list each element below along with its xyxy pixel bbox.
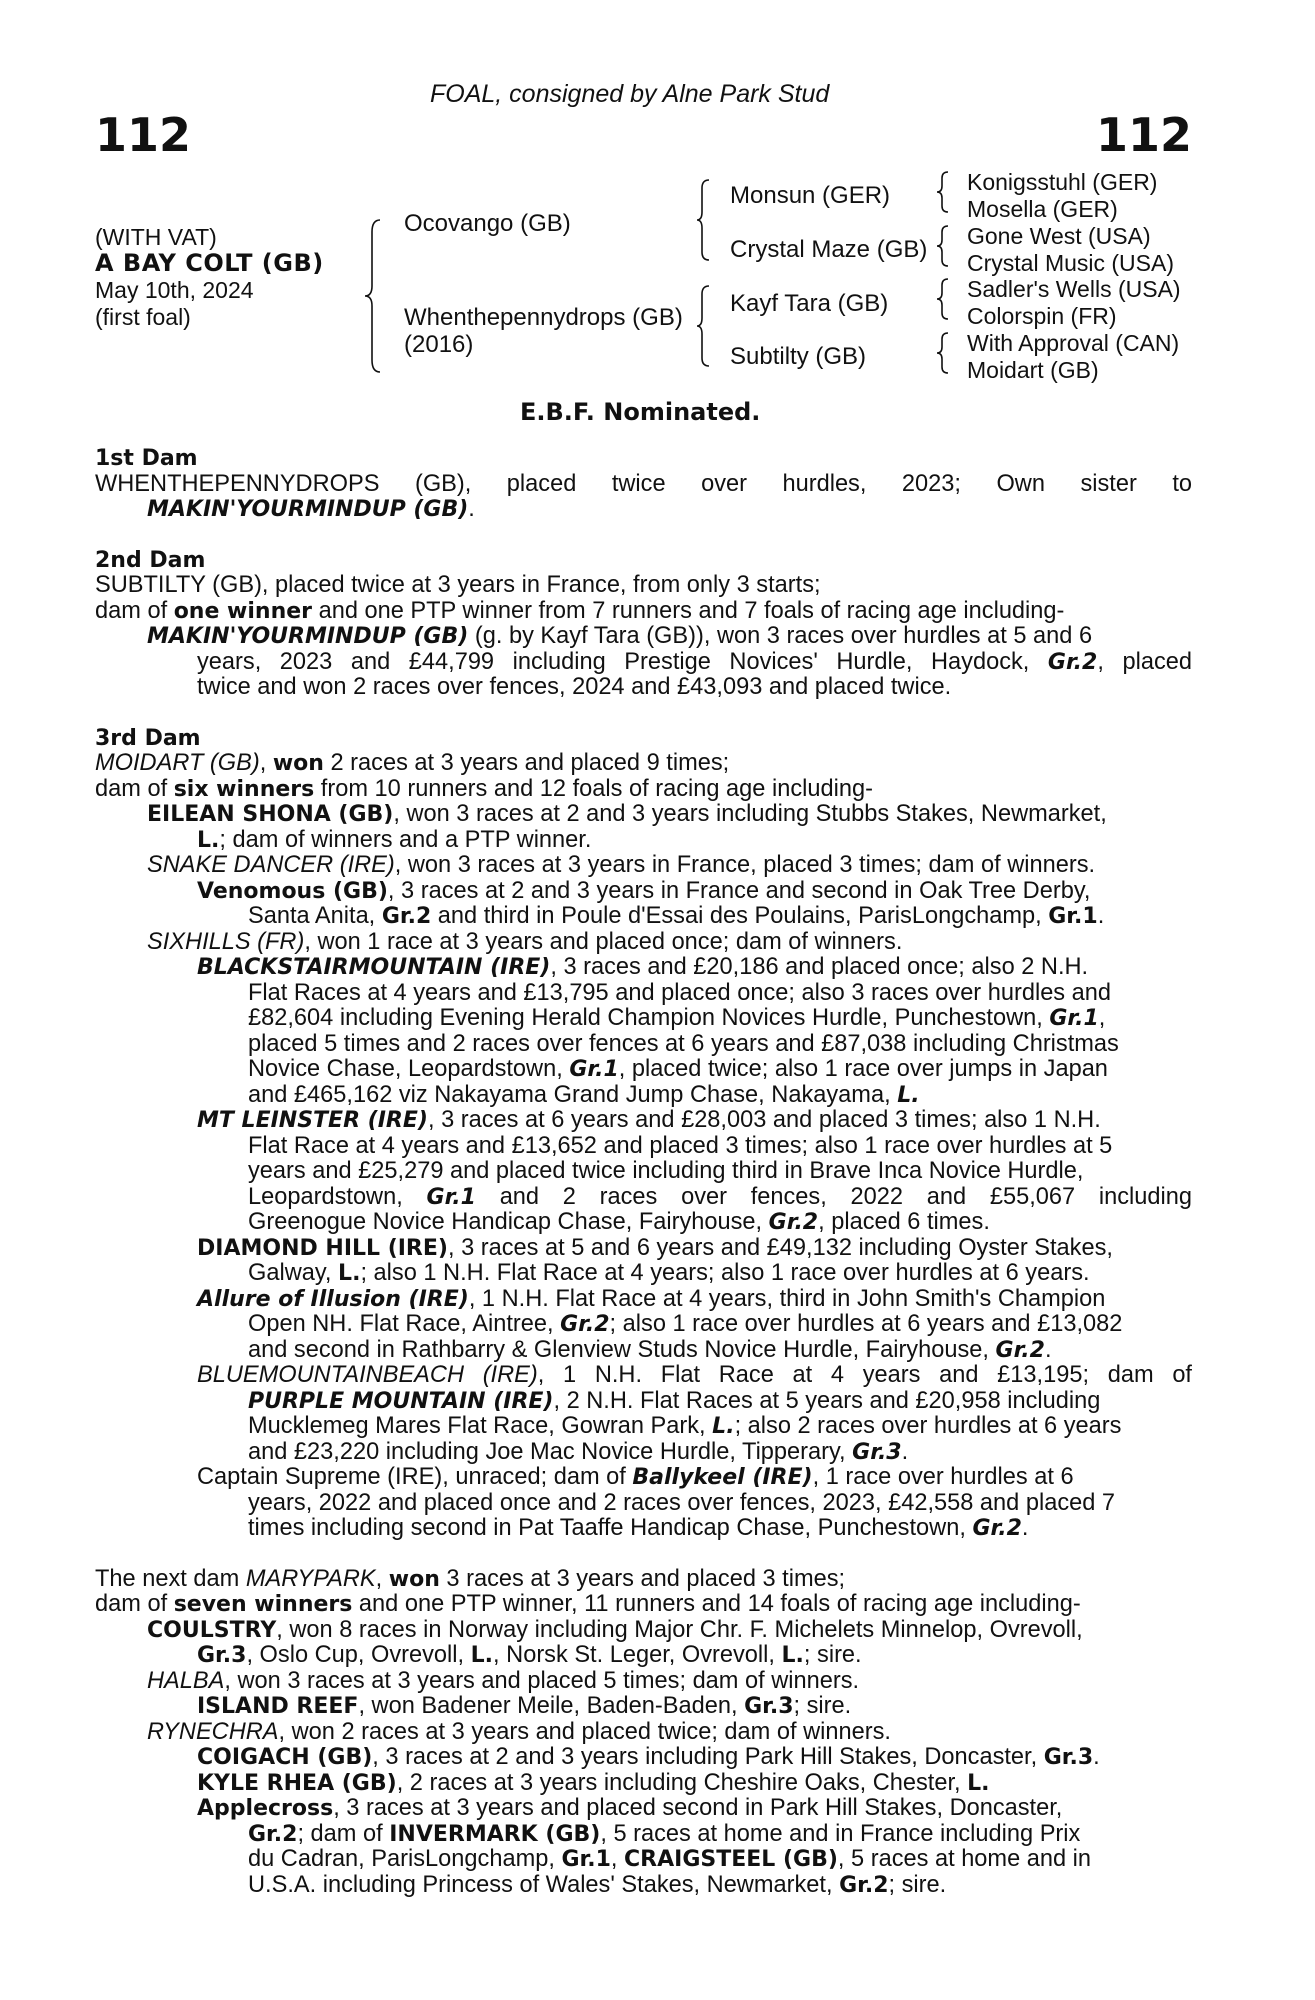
- dam3-line-11: £82,604 including Evening Herald Champion Novices Hurdle, Punchestown, Gr.1,: [248, 1005, 1106, 1031]
- pedigree-dam-sire: Kayf Tara (GB): [730, 290, 889, 317]
- dam3-line-24: and second in Rathbarry & Glenview Studs Novice Hurdle, Fairyhouse, Gr.2.: [248, 1336, 1052, 1363]
- dam3-line-28: and £23,220 including Joe Mac Novice Hurdle, Tipperary, Gr.3.: [248, 1438, 909, 1465]
- dam3-line-6: Venomous (GB), 3 races at 2 and 3 years in France and second in Oak Tree Derby,: [197, 877, 1091, 904]
- pedigree-gen3-4: Crystal Music (USA): [967, 250, 1175, 276]
- pedigree-bracket-gen3-2: [936, 224, 952, 268]
- foal-note: (first foal): [95, 304, 191, 330]
- pedigree-gen3-1: Konigsstuhl (GER): [967, 169, 1158, 195]
- next-dam-line-1: The next dam MARYPARK, won 3 races at 3 years and placed 3 times;: [95, 1565, 846, 1592]
- dam3-line-1: MOIDART (GB), won 2 races at 3 years and placed 9 times;: [95, 750, 730, 776]
- dam3-line-10: Flat Races at 4 years and £13,795 and placed once; also 3 races over hurdles and: [248, 979, 1112, 1006]
- next-dam-line-7: RYNECHRA, won 2 races at 3 years and placed twice; dam of winners.: [147, 1718, 891, 1745]
- dam3-line-17: years and £25,279 and placed twice including third in Brave Inca Novice Hurdle,: [248, 1158, 1084, 1184]
- dam3-line-13: Novice Chase, Leopardstown, Gr.1, placed twice; also 1 race over jumps in Japan: [248, 1056, 1108, 1082]
- dam3-line-8: SIXHILLS (FR), won 1 race at 3 years and placed once; dam of winners.: [147, 928, 903, 955]
- foaling-date: May 10th, 2024: [95, 277, 254, 303]
- lot-title: A BAY COLT (GB): [95, 249, 324, 277]
- heading-2nd-dam: 2nd Dam: [95, 547, 206, 573]
- dam2-line-5: twice and won 2 races over fences, 2024 and £43,093 and placed twice.: [197, 674, 952, 700]
- pedigree-gen3-3: Gone West (USA): [967, 223, 1151, 249]
- dam3-line-21: Galway, L.; also 1 N.H. Flat Race at 4 years; also 1 race over hurdles at 6 years.: [248, 1260, 1090, 1286]
- pedigree-dam-dam: Subtilty (GB): [730, 343, 867, 370]
- dam2-line-1: SUBTILTY (GB), placed twice at 3 years in France, from only 3 starts;: [95, 572, 821, 598]
- dam3-line-26: PURPLE MOUNTAIN (IRE), 2 N.H. Flat Races at 5 years and £20,958 including: [248, 1387, 1101, 1414]
- next-dam-line-2: dam of seven winners and one PTP winner, 11 runners and 14 foals of racing age including-: [95, 1591, 1081, 1617]
- dam3-line-20: DIAMOND HILL (IRE), 3 races at 5 and 6 years and £49,132 including Oyster Stakes,: [197, 1234, 1113, 1261]
- dam3-line-25: BLUEMOUNTAINBEACH (IRE), 1 N.H. Flat Race at 4 years and £13,195; dam of: [197, 1362, 1192, 1388]
- heading-3rd-dam: 3rd Dam: [95, 725, 201, 751]
- dam3-line-3: EILEAN SHONA (GB), won 3 races at 2 and 3 years including Stubbs Stakes, Newmarket,: [147, 801, 1107, 827]
- next-dam-line-6: ISLAND REEF, won Badener Meile, Baden-Baden, Gr.3; sire.: [197, 1693, 852, 1719]
- pedigree-bracket-sire: [696, 178, 714, 262]
- dam3-line-12: placed 5 times and 2 races over fences at 6 years and £87,038 including Christmas: [248, 1030, 1119, 1057]
- dam3-line-18: Leopardstown, Gr.1 and 2 races over fences, 2022 and £55,067 including: [248, 1183, 1192, 1210]
- dam3-line-30: years, 2022 and placed once and 2 races over fences, 2023, £42,558 and placed 7: [248, 1489, 1116, 1516]
- dam3-line-15: MT LEINSTER (IRE), 3 races at 6 years and £28,003 and placed 3 times; also 1 N.H.: [197, 1107, 1101, 1133]
- dam3-line-19: Greenogue Novice Handicap Chase, Fairyhouse, Gr.2, placed 6 times.: [248, 1209, 990, 1235]
- catalogue-body: [95, 446, 1192, 1898]
- pedigree-gen3-8: Moidart (GB): [967, 357, 1099, 383]
- pedigree-bracket-dam: [696, 284, 714, 368]
- dam3-line-31: times including second in Pat Taaffe Handicap Chase, Punchestown, Gr.2.: [248, 1515, 1029, 1541]
- pedigree-sire: Ocovango (GB): [404, 210, 571, 237]
- next-dam-line-13: U.S.A. including Princess of Wales' Stakes, Newmarket, Gr.2; sire.: [248, 1871, 947, 1898]
- lot-number-left: 112: [95, 108, 192, 162]
- next-dam-line-8: COIGACH (GB), 3 races at 2 and 3 years including Park Hill Stakes, Doncaster, Gr.3.: [197, 1744, 1100, 1770]
- dam1-line-1: WHENTHEPENNYDROPS (GB), placed twice over hurdles, 2023; Own sister to: [95, 470, 1192, 497]
- pedigree-sire-dam: Crystal Maze (GB): [730, 236, 928, 263]
- pedigree-dam-year: (2016): [404, 331, 474, 358]
- next-dam-line-12: du Cadran, ParisLongchamp, Gr.1, CRAIGSTEEL (GB), 5 races at home and in: [248, 1846, 1092, 1872]
- next-dam-line-10: Applecross, 3 races at 3 years and placed second in Park Hill Stakes, Doncaster,: [197, 1795, 1063, 1821]
- next-dam-line-5: HALBA, won 3 races at 3 years and placed 5 times; dam of winners.: [147, 1667, 860, 1694]
- dam3-line-7: Santa Anita, Gr.2 and third in Poule d'Essai des Poulains, ParisLongchamp, Gr.1.: [248, 903, 1105, 929]
- next-dam-line-11: Gr.2; dam of INVERMARK (GB), 5 races at home and in France including Prix: [248, 1820, 1081, 1847]
- next-dam-line-3: COULSTRY, won 8 races in Norway including Major Chr. F. Michelets Minnelop, Ovrevoll,: [147, 1616, 1083, 1643]
- next-dam-line-9: KYLE RHEA (GB), 2 races at 3 years including Cheshire Oaks, Chester, L.: [197, 1769, 990, 1796]
- dam3-line-14: and £465,162 viz Nakayama Grand Jump Chase, Nakayama, L.: [248, 1081, 920, 1108]
- pedigree-gen3-5: Sadler's Wells (USA): [967, 276, 1181, 302]
- pedigree-bracket-main: [364, 218, 386, 374]
- consignment-line: FOAL, consigned by Alne Park Stud: [430, 80, 830, 108]
- dam3-line-9: BLACKSTAIRMOUNTAIN (IRE), 3 races and £20,186 and placed once; also 2 N.H.: [197, 954, 1089, 980]
- ebf-nomination: E.B.F. Nominated.: [520, 398, 761, 426]
- dam3-line-16: Flat Race at 4 years and £13,652 and placed 3 times; also 1 race over hurdles at 5: [248, 1132, 1113, 1159]
- dam3-line-27: Mucklemeg Mares Flat Race, Gowran Park, L.; also 2 races over hurdles at 6 years: [248, 1413, 1122, 1439]
- dam2-line-2: dam of one winner and one PTP winner from 7 runners and 7 foals of racing age including-: [95, 597, 1065, 624]
- pedigree-gen3-2: Mosella (GER): [967, 196, 1118, 222]
- dam2-line-4: years, 2023 and £44,799 including Prestige Novices' Hurdle, Haydock, Gr.2, placed: [197, 648, 1192, 675]
- dam3-line-23: Open NH. Flat Race, Aintree, Gr.2; also 1 race over hurdles at 6 years and £13,082: [248, 1311, 1123, 1337]
- pedigree-gen3-6: Colorspin (FR): [967, 303, 1117, 329]
- pedigree-bracket-gen3-3: [936, 277, 952, 321]
- pedigree-gen3-7: With Approval (CAN): [967, 330, 1180, 356]
- dam3-line-22: Allure of Illusion (IRE), 1 N.H. Flat Race at 4 years, third in John Smith's Champion: [197, 1285, 1106, 1312]
- dam3-line-2: dam of six winners from 10 runners and 12 foals of racing age including-: [95, 775, 873, 802]
- pedigree-dam: Whenthepennydrops (GB): [404, 304, 683, 331]
- lot-number-right: 112: [1095, 108, 1192, 162]
- dam3-line-29: Captain Supreme (IRE), unraced; dam of Ballykeel (IRE), 1 race over hurdles at 6: [197, 1464, 1074, 1490]
- next-dam-line-4: Gr.3, Oslo Cup, Ovrevoll, L., Norsk St. Leger, Ovrevoll, L.; sire.: [197, 1642, 862, 1668]
- dam3-line-4: L.; dam of winners and a PTP winner.: [197, 826, 592, 853]
- heading-1st-dam: 1st Dam: [95, 446, 198, 471]
- pedigree-bracket-gen3-1: [936, 170, 952, 214]
- dam3-line-5: SNAKE DANCER (IRE), won 3 races at 3 years in France, placed 3 times; dam of winners.: [147, 852, 1096, 878]
- dam1-line-2: MAKIN'YOURMINDUP (GB).: [147, 496, 475, 522]
- dam2-line-3: MAKIN'YOURMINDUP (GB) (g. by Kayf Tara (GB)), won 3 races over hurdles at 5 and 6: [147, 623, 1093, 649]
- pedigree-sire-sire: Monsun (GER): [730, 182, 891, 209]
- pedigree-bracket-gen3-4: [936, 331, 952, 375]
- vat-note: (WITH VAT): [95, 224, 217, 250]
